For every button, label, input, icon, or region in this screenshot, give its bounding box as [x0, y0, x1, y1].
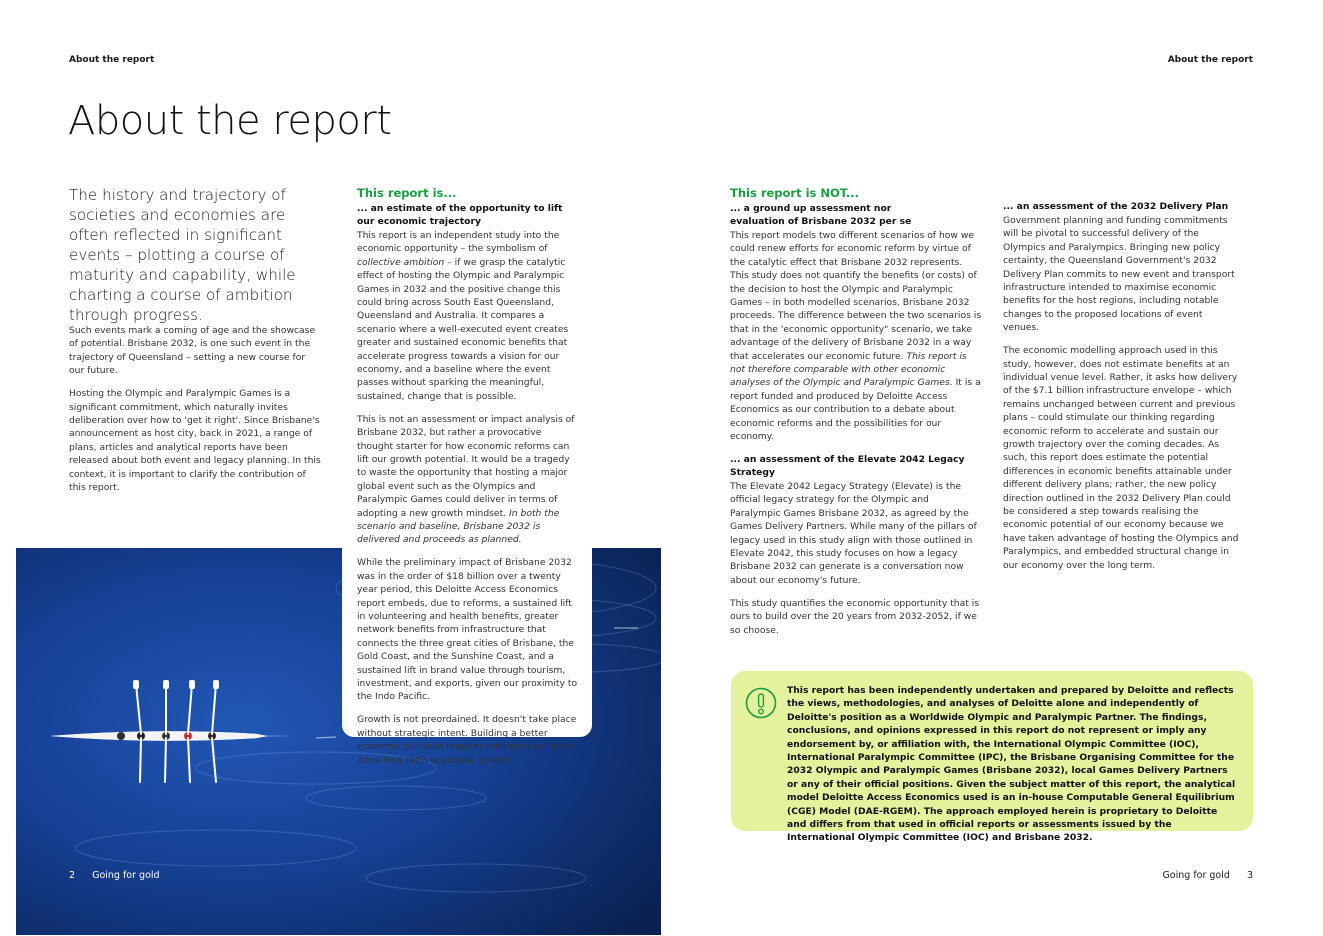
- delivery-plan-subheading: ... an assessment of the 2032 Delivery Plan: [1003, 201, 1229, 212]
- report-is-not-subheading-1: ... a ground up assessment nor evaluation of Brisbane 2032 per se: [730, 203, 912, 227]
- running-head-left: About the report: [69, 55, 155, 65]
- page-title: About the report: [68, 98, 392, 144]
- page-number-right: 3: [1246, 870, 1253, 881]
- report-is-paragraph-1: This report is an independent study into the economic opportunity – the symbolism of collective ambition – if we grasp the catalytic effect of hosting the Olympic and Paralympic Games in 2032 and the positive change this could bring across South East Queensland, Queensland and Australia. It compares a scenario where a well-executed event creates greater and sustained economic benefits that accelerate progress towards a vision for our economy, and a baseline where the event passes without sparking the meaningful, sustained, change that is possible.: [357, 230, 569, 402]
- disclaimer-text: This report has been independently undertaken and prepared by Deloitte and reflects the views, methodologies, and analyses of Deloitte alone and independently of Deloitte's position as a Worldwide Olympic and Paralympic Partner. The findings, conclusions, and opinions expressed in this report do not represent or imply any endorsement by, or affiliation with, the International Olympic Committee (IOC), International Paralympic Committee (IPC), the Brisbane Organising Committee for the 2032 Olympic and Paralympic Games (Brisbane 2032), local Games Delivery Partners or any of their official positions. Given the subject matter of this report, the analytical model Deloitte Access Economics used is an in-house Computable General Equilibrium (CGE) Model (DAE-RGEM). The approach employed herein is proprietary to Deloitte and differs from that used in official reports or assessments issued by the International Olympic Committee (IOC) and Brisbane 2032.: [787, 685, 1236, 844]
- footer-left-label: Going for gold: [92, 870, 160, 881]
- report-is-paragraph-4: Growth is not preordained. It doesn't take place without strategic intent. Building a better economic dividend requires collective action to drive long term economic growth.: [357, 714, 577, 766]
- footer-left: [69, 870, 160, 881]
- report-is-not-heading: This report is NOT...: [730, 186, 859, 200]
- report-is-heading: This report is...: [357, 186, 457, 200]
- page-number-left: 2: [69, 870, 76, 881]
- lede-paragraph: The history and trajectory of societies and economies are often reflected in significant events – plotting a course of maturity and capability, while charting a course of ambition through progress.: [69, 186, 296, 324]
- report-is-not-paragraph-3: This study quantifies the economic opportunity that is ours to build over the 20 years from 2032-2052, if we so choose.: [730, 597, 980, 636]
- delivery-plan-paragraph-1: Government planning and funding commitments will be pivotal to successful delivery of the Olympics and Paralympics. Bringing new policy certainty, the Queensland Government's 2032 Delivery Plan commits to new event and transport infrastructure intended to maximise economic benefits for the host regions, including notable changes to the proposed locations of event venues.: [1003, 215, 1235, 334]
- intro-paragraphs: [69, 324, 321, 504]
- intro-paragraph-1: Such events mark a coming of age and the showcase of potential. Brisbane 2032, is one such event in the trajectory of Queensland – setting a new course for our future.: [69, 325, 316, 377]
- running-head-right: About the report: [1167, 55, 1253, 65]
- report-is-not-column: [730, 186, 982, 646]
- footer-right-label: Going for gold: [1162, 870, 1230, 881]
- report-is-not-paragraph-2: The Elevate 2042 Legacy Strategy (Elevate) is the official legacy strategy for the Olympic and Paralympic Games Brisbane 2032, as agreed by the Games Delivery Partners. While many of the pillars of legacy used in this study align with those outlined in Elevate 2042, this study focuses on how a legacy Brisbane 2032 can generate is a conversation now about our economy's future.: [730, 481, 977, 586]
- intro-paragraph-2: Hosting the Olympic and Paralympic Games is a significant commitment, which naturally invites deliberation over how to 'get it right'. Since Brisbane's announcement as host city, back in 2021, a range of plans, articles and analytical reports have been released about both event and legacy planning. In this context, it is important to clarify the contribution of this report.: [69, 388, 321, 493]
- report-is-paragraph-2: This is not an assessment or impact analysis of Brisbane 2032, but rather a provocative thought starter for how economic reforms can lift our growth potential. It would be a tragedy to waste the opportunity that hosting a major global event such as the Olympics and Paralympic Games could deliver in terms of adopting a new growth mindset. In both the scenario and baseline, Brisbane 2032 is delivered and proceeds as planned.: [357, 413, 575, 546]
- report-is-column: [357, 186, 579, 776]
- report-is-not-subheading-2: ... an assessment of the Elevate 2042 Legacy Strategy: [730, 454, 965, 478]
- report-is-paragraph-3: While the preliminary impact of Brisbane 2032 was in the order of $18 billion over a twenty year period, this Deloitte Access Economics report embeds, due to reforms, a sustained lift in volunteering and health benefits, greater network benefits from infrastructure that connects the three great cities of Brisbane, the Gold Coast, and the Sunshine Coast, and a sustained lift in brand value through tourism, investment, and exports, given our proximity to the Indo Pacific.: [357, 557, 578, 703]
- report-is-not-paragraph-1: This report models two different scenarios of how we could renew efforts for economic reform by virtue of the catalytic effect that Brisbane 2032 represents. This study does not quantify the benefits (or costs) of the decision to host the Olympic and Paralympic Games – in both modelled scenarios, Brisbane 2032 proceeds. The difference between the two scenarios is that in the 'economic opportunity" scenario, we take advantage of the delivery of Brisbane 2032 in a way that accelerates our economic future. This report is not therefore comparable with other economic analyses of the Olympic and Paralympic Games. It is a report funded and produced by Deloitte Access Economics as our contribution to a debate about economic reforms and the possibilities for our economy.: [730, 230, 982, 443]
- delivery-plan-column: [1003, 200, 1241, 582]
- report-is-subheading: ... an estimate of the opportunity to lift our economic trajectory: [357, 203, 563, 227]
- exclamation-circle-icon: [745, 687, 777, 719]
- delivery-plan-paragraph-2: The economic modelling approach used in this study, however, does not estimate benefits at an individual venue level. Rather, it asks how delivery of the $7.1 billion infrastructure envelope – which remains unchanged between current and previous plans – could stimulate our thinking regarding economic reform to accelerate and sustain our growth trajectory over the coming decades. As such, this report does estimate the potential differences in economic benefits attainable under different delivery plans; rather, the new policy direction outlined in the 2032 Delivery Plan could be considered a step towards realising the economic potential of our economy because we have taken advantage of hosting the Olympics and Paralympics, and embedded structural change in our economy over the long term.: [1003, 345, 1239, 571]
- footer-right: [1162, 870, 1253, 881]
